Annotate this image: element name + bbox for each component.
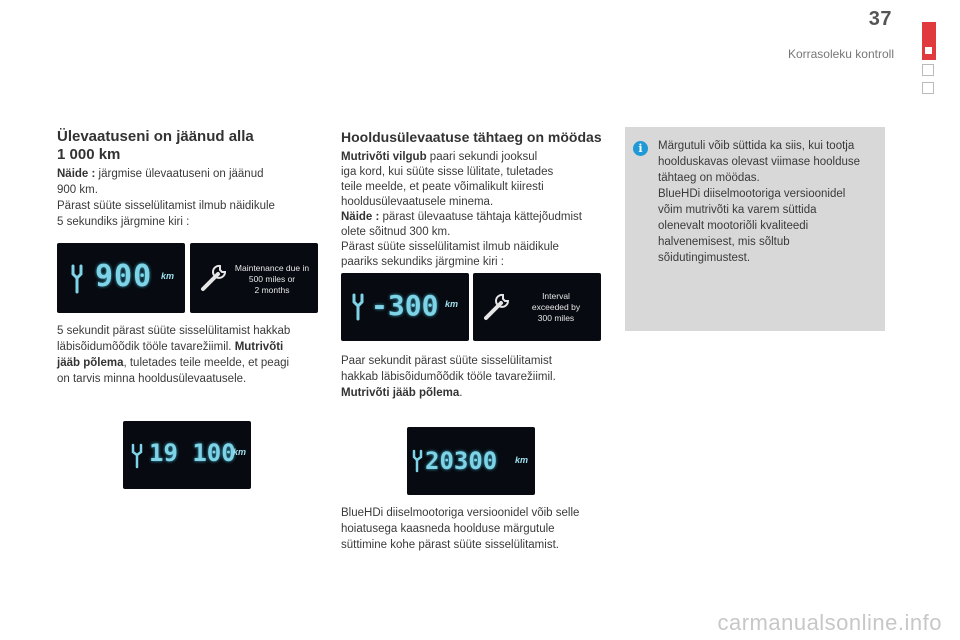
wrench-icon [67, 264, 89, 294]
odometer-value: 20300 [425, 447, 498, 475]
msg-line: exceeded by [531, 302, 581, 312]
text-span: . [459, 387, 463, 399]
text-span: Pärast süüte sisselülitamist ilmub näidikule [341, 241, 559, 253]
display-19100km [123, 421, 251, 489]
text-span: 5 sekundit pärast süüte sisselülitamist hakkab [57, 325, 291, 337]
info-line: olenevalt mootoriõli kvaliteedi [658, 220, 809, 232]
info-line: halvenemisest, mis sõltub [658, 236, 790, 248]
left-example-text [57, 166, 307, 230]
wrench-icon [349, 293, 371, 321]
text-span: läbisõidumõõdik tööle tavarežiimil. [57, 341, 235, 353]
odometer-value: 900 [95, 259, 153, 294]
text-span: , tuletades teile meelde, et peagi [123, 357, 290, 369]
left-heading-line2: 1 000 km [57, 146, 121, 163]
nav-square-1 [922, 64, 934, 76]
text-span: järgmise ülevaatuseni on jäänud [95, 168, 264, 180]
info-line: Märgutuli võib süttida ka siis, kui tootja [658, 140, 855, 152]
wrench-icon [481, 292, 511, 322]
wrench-icon [411, 449, 425, 473]
text-span: süttimine kohe pärast süüte sisselülitamist. [341, 539, 559, 551]
text-span: on tarvis minna hooldusülevaatusele. [57, 373, 247, 385]
nav-square-2 [922, 82, 934, 94]
info-line: BlueHDi diiselmootoriga versioonidel [658, 188, 846, 200]
wrench-icon [198, 263, 228, 293]
display-minus300km [341, 273, 469, 341]
maintenance-message [228, 263, 316, 296]
odometer-value: -300 [371, 289, 439, 322]
text-span: paari sekundi jooksul [426, 151, 538, 163]
odometer-value: 19 100 [149, 439, 236, 467]
display-900km [57, 243, 185, 313]
odometer-unit: km [445, 299, 459, 309]
bold-span: jääb põlema [57, 357, 124, 369]
chapter-tab [922, 22, 936, 60]
display-maintenance-due [190, 243, 318, 313]
text-span: 5 sekundiks järgmine kiri : [57, 216, 190, 228]
info-text [658, 138, 880, 266]
section-title: Korrasoleku kontroll [787, 47, 894, 61]
msg-line: 300 miles [537, 313, 575, 323]
example-label: Näide : [341, 211, 380, 223]
display-interval-exceeded [473, 273, 601, 341]
info-line: tähtaeg on möödas. [658, 172, 760, 184]
left-body-text [57, 323, 317, 387]
info-line: sõidutingimustest. [658, 252, 751, 264]
text-span: BlueHDi diiselmootoriga versioonidel võib selle [341, 507, 580, 519]
page-number: 37 [868, 8, 892, 30]
wrench-icon [129, 443, 147, 469]
watermark: carmanualsonline.info [717, 610, 942, 635]
text-span: hoiatusega kaasneda hoolduse märgutule [341, 523, 555, 535]
middle-text-3 [341, 505, 621, 553]
odometer-unit: km [515, 455, 529, 465]
text-span: Pärast süüte sisselülitamist ilmub näidikule [57, 200, 275, 212]
bold-span: Mutrivõti vilgub [341, 151, 427, 163]
text-span: olete sõitnud 300 km. [341, 226, 451, 238]
msg-line: Maintenance due in [234, 263, 310, 273]
text-span: Paar sekundit pärast süüte sisselülitamist [341, 355, 552, 367]
odometer-unit: km [161, 271, 175, 281]
msg-line: 2 months [254, 285, 290, 295]
info-line: hoolduskavas olevast viimase hoolduse [658, 156, 861, 168]
display-20300km [407, 427, 535, 495]
info-icon: i [633, 141, 648, 156]
middle-heading: Hooldusülevaatuse tähtaeg on möödas [341, 129, 602, 145]
example-label: Näide : [57, 168, 96, 180]
msg-line: 500 miles or [248, 274, 296, 284]
info-line: võim mutrivõti ka varem süttida [658, 204, 817, 216]
chapter-tab-marker [925, 47, 932, 54]
middle-text-2 [341, 353, 611, 401]
middle-text-1 [341, 150, 611, 270]
text-span: pärast ülevaatuse tähtaja kättejõudmist [379, 211, 582, 223]
bold-span: Mutrivõti jääb põlema [341, 387, 460, 399]
text-span: paariks sekundiks järgmine kiri : [341, 256, 504, 268]
bold-span: Mutrivõti [234, 341, 284, 353]
text-span: hooldusülevaatusele minema. [341, 196, 494, 208]
interval-message [517, 291, 595, 324]
msg-line: Interval [542, 291, 570, 301]
text-span: 900 km. [57, 184, 98, 196]
text-span: hakkab läbisõidumõõdik tööle tavarežiimil. [341, 371, 556, 383]
odometer-unit: km [233, 447, 247, 457]
info-box [625, 127, 885, 331]
text-span: iga kord, kui süüte sisse lülitate, tuletades [341, 166, 554, 178]
left-heading-line1: Ülevaatuseni on jäänud alla [57, 128, 254, 145]
left-heading [57, 128, 254, 164]
text-span: teile meelde, et peate võimalikult kiiresti [341, 181, 544, 193]
